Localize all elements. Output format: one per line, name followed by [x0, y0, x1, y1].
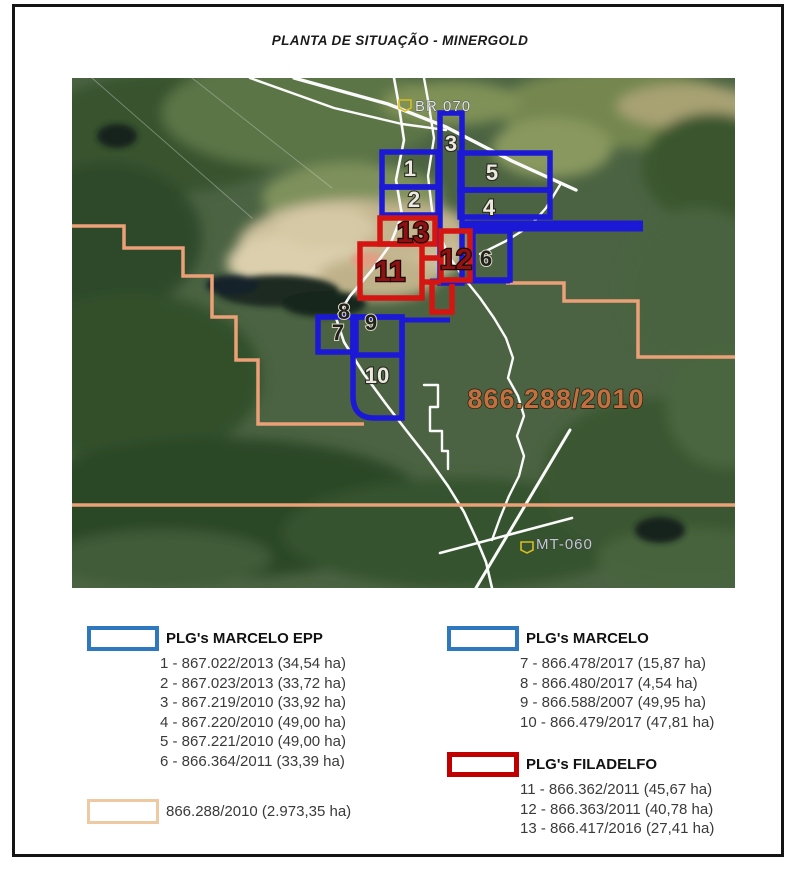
- legend-title: PLG's MARCELO EPP: [166, 630, 323, 647]
- map-number-10: 10: [364, 363, 390, 388]
- road-label-br070: BR 070: [415, 98, 472, 115]
- map-canvas: [72, 78, 735, 588]
- map-number-6: 6: [479, 246, 493, 271]
- legend-item: 13 - 866.417/2016 (27,41 ha): [520, 820, 715, 837]
- map-number-7: 7: [331, 320, 345, 345]
- legend-item: 8 - 866.480/2017 (4,54 ha): [520, 674, 698, 692]
- page-title: PLANTA DE SITUAÇÃO - MINERGOLD: [271, 33, 529, 48]
- map-number-12: 12: [439, 244, 473, 276]
- legend-item: 2 - 867.023/2013 (33,72 ha): [160, 674, 346, 692]
- legend-item: 4 - 867.220/2010 (49,00 ha): [160, 713, 346, 731]
- legend-group-plg-marcelo: [447, 626, 714, 732]
- legend-group-area-866288: [87, 799, 351, 824]
- map-number-9: 9: [364, 310, 378, 335]
- legend-item: 12 - 866.363/2011 (40,78 ha): [520, 800, 714, 818]
- legend-title: PLG's MARCELO: [526, 630, 649, 647]
- map-number-5: 5: [485, 160, 499, 185]
- map-number-1: 1: [403, 156, 417, 181]
- situation-map: [72, 78, 735, 588]
- legend-swatch-blue: [87, 626, 159, 651]
- legend-item: 6 - 866.364/2011 (33,39 ha): [160, 752, 345, 770]
- map-number-4: 4: [482, 195, 496, 220]
- area-label-866288: 866.288/2010: [467, 384, 645, 414]
- legend-item: 866.288/2010 (2.973,35 ha): [166, 803, 352, 820]
- legend-item: 1 - 867.022/2013 (34,54 ha): [160, 655, 346, 672]
- map-number-8: 8: [337, 299, 351, 324]
- legend-item: 10 - 866.479/2017 (47,81 ha): [520, 713, 715, 731]
- legend-item: 3 - 867.219/2010 (33,92 ha): [160, 694, 346, 711]
- legend-swatch-red: [447, 752, 519, 777]
- legend-swatch-tan: [87, 799, 159, 824]
- legend-item: 7 - 866.478/2017 (15,87 ha): [520, 655, 706, 672]
- road-label-mt060: MT-060: [536, 536, 593, 553]
- legend-item: 5 - 867.221/2010 (49,00 ha): [160, 733, 346, 750]
- legend-item: 9 - 866.588/2007 (49,95 ha): [520, 694, 706, 711]
- map-number-3: 3: [444, 131, 458, 156]
- map-number-2: 2: [407, 187, 421, 212]
- map-number-11: 11: [374, 256, 406, 288]
- legend-group-plg-marcelo-epp: [87, 626, 346, 771]
- map-number-13: 13: [396, 217, 430, 249]
- legend-swatch-blue: [447, 626, 519, 651]
- legend-group-plg-filadelfo: [447, 752, 714, 839]
- legend-item: 11 - 866.362/2011 (45,67 ha): [520, 781, 713, 798]
- legend-title: PLG's FILADELFO: [526, 756, 658, 773]
